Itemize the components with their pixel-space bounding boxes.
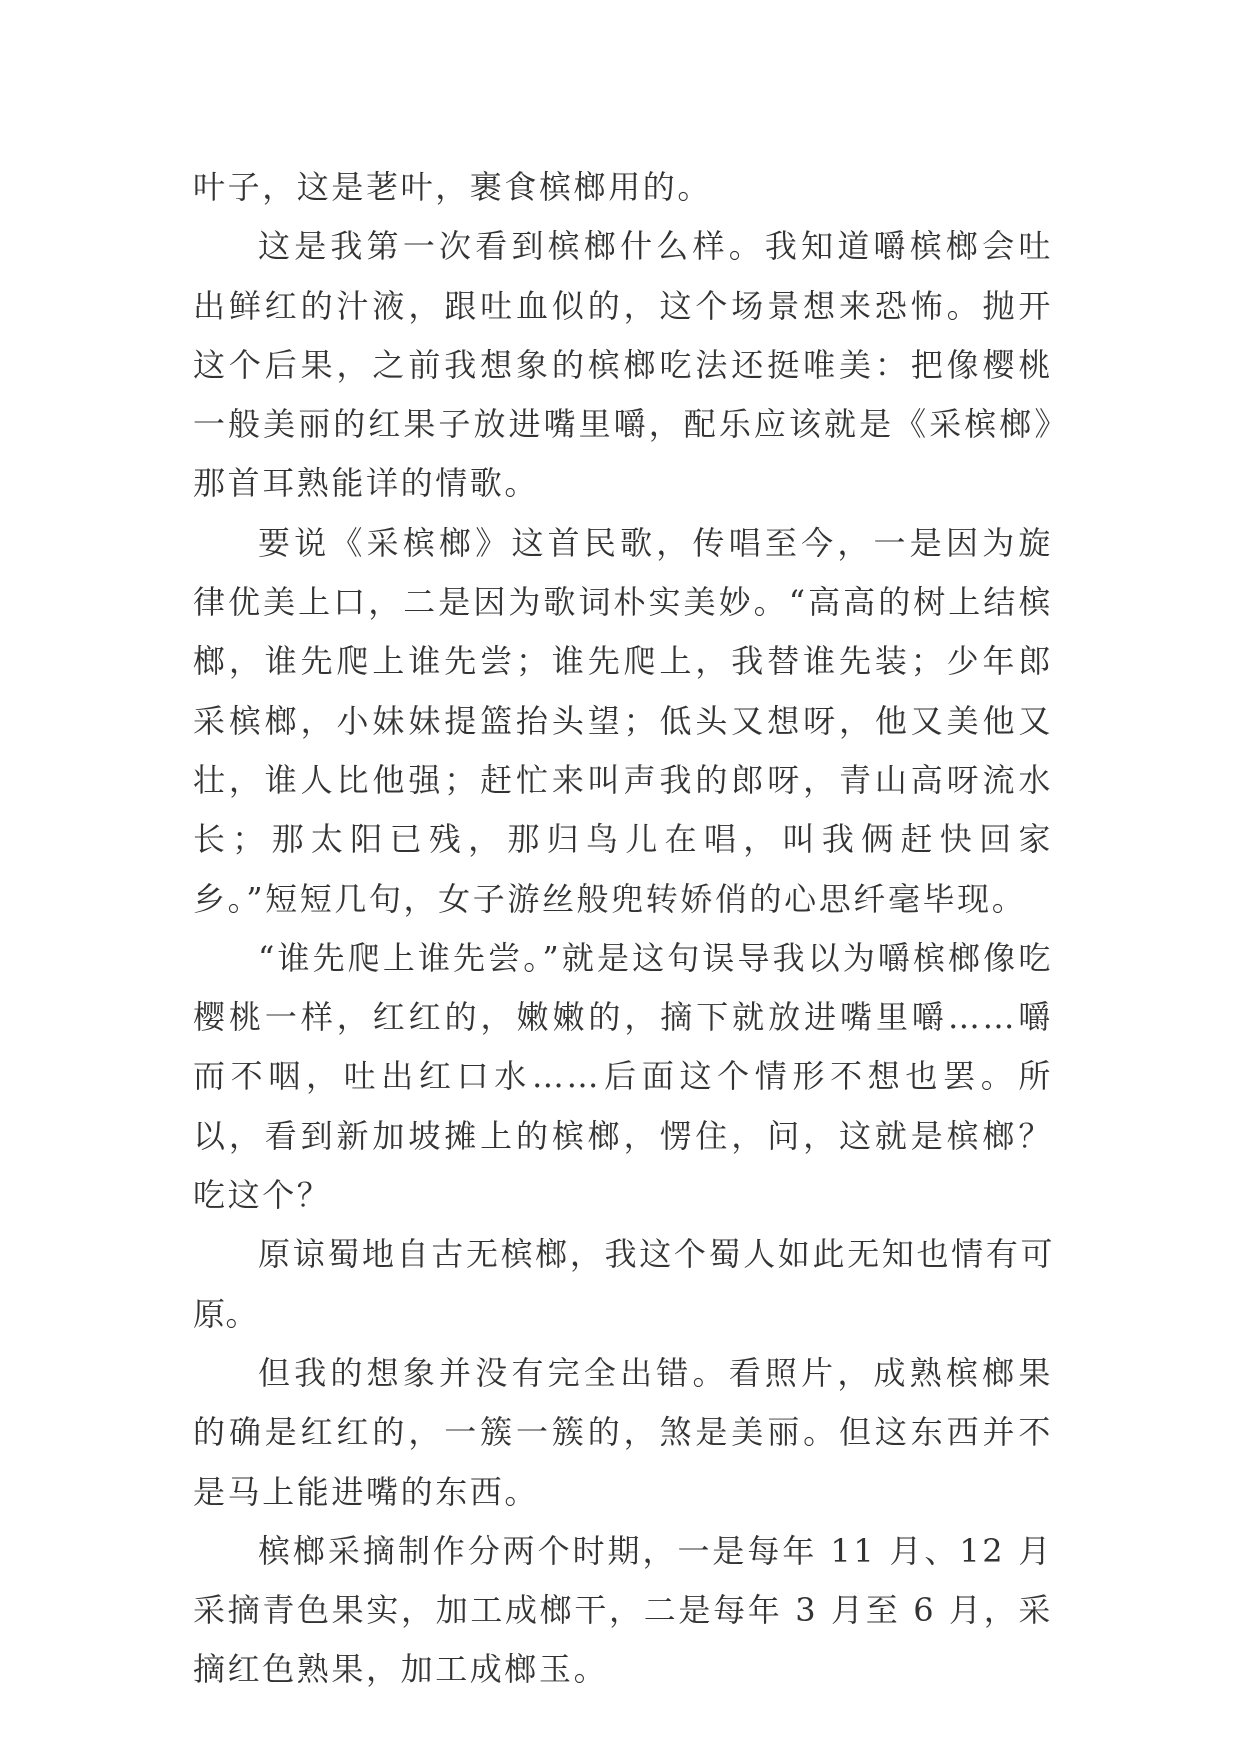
paragraph-4: “谁先爬上谁先尝。”就是这句误导我以为嚼槟榔像吃樱桃一样，红红的，嫩嫩的，摘下就放进嘴里嚼……嚼而不咽，吐出红口水……后面这个情形不想也罢。所以，看到新加坡摊上的槟榔，愣住，问，这就是槟榔？吃这个？ — [193, 938, 1053, 1215]
paragraph-5: 原谅蜀地自古无槟榔，我这个蜀人如此无知也情有可原。 — [193, 1235, 1053, 1333]
paragraph-2: 这是我第一次看到槟榔什么样。我知道嚼槟榔会吐出鲜红的汁液，跟吐血似的，这个场景想来恐怖。抛开这个后果，之前我想象的槟榔吃法还挺唯美：把像樱桃一般美丽的红果子放进嘴里嚼，配乐应该就是《采槟榔》那首耳熟能详的情歌。 — [193, 227, 1053, 503]
paragraph-6: 但我的想象并没有完全出错。看照片，成熟槟榔果的确是红红的，一簇一簇的，煞是美丽。但这东西并不是马上能进嘴的东西。 — [193, 1353, 1053, 1511]
paragraph-7: 槟榔采摘制作分两个时期，一是每年 11 月、12 月采摘青色果实，加工成榔干，二是每年 3 月至 6 月，采摘红色熟果，加工成榔玉。 — [193, 1531, 1053, 1689]
paragraph-3: 要说《采槟榔》这首民歌，传唱至今，一是因为旋律优美上口，二是因为歌词朴实美妙。“高高的树上结槟榔，谁先爬上谁先尝；谁先爬上，我替谁先装；少年郎采槟榔，小妹妹提篮抬头望；低头又想呀，他又美他又壮，谁人比他强；赶忙来叫声我的郎呀，青山高呀流水长；那太阳已残，那归鸟儿在唱，叫我俩赶快回家乡。”短短几句，女子游丝般兜转娇俏的心思纤毫毕现。 — [193, 523, 1053, 918]
paragraph-1: 叶子，这是荖叶，裹食槟榔用的。 — [193, 168, 713, 206]
document-body — [193, 158, 1053, 1700]
